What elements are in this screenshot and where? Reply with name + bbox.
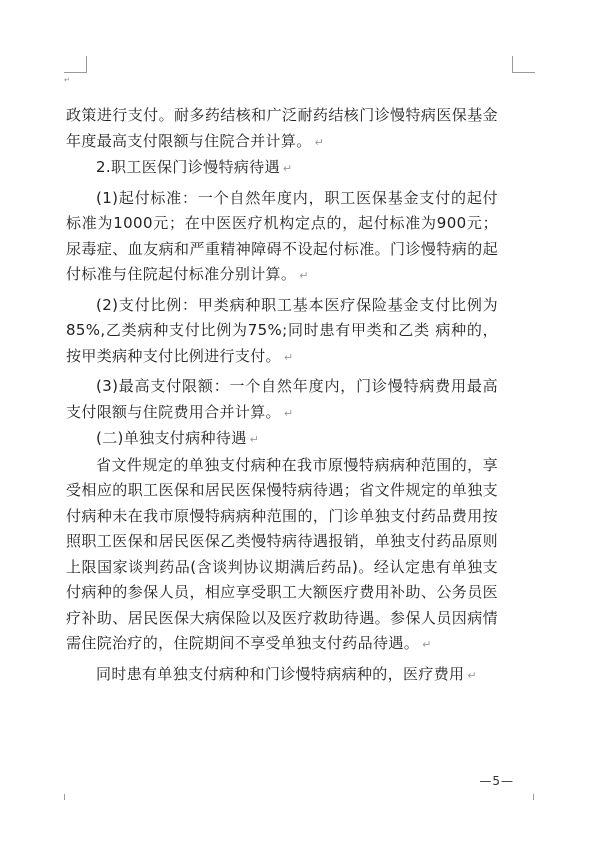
crop-mark-top-left xyxy=(64,56,87,73)
page-number: —5— xyxy=(479,774,514,788)
paragraph-mark: ↵ xyxy=(282,162,293,175)
paragraph-5: (3)最高支付限额：一个自然年度内，门诊慢特病费用最高支付限额与住院费用合并计算。 ↵ xyxy=(66,377,498,421)
paragraph-mark: ↵ xyxy=(422,638,432,651)
paragraph-mark: ↵ xyxy=(467,668,477,682)
paragraph-mark: ↵ xyxy=(249,433,260,446)
paragraph-1: 政策进行支付。耐多药结核和广泛耐药结核门诊慢特病医保基金年度最高支付限额与住院合并计算。 ↵ xyxy=(66,106,498,150)
paragraph-mark: ↵ xyxy=(283,406,294,420)
paragraph-3: (1)起付标准：一个自然年度内，职工医保基金支付的起付标准为1000元；在中医医疗机构定点的，起付标准为900元；尿毒症、血友病和严重精神障碍不设起付标准。门诊慢特病的起付标准与住院起付标准分别计算。 ↵ xyxy=(66,188,498,283)
paragraph-mark: ↵ xyxy=(299,269,309,282)
paragraph-2: 2.职工医保门诊慢特病待遇 ↵ xyxy=(96,158,293,176)
paragraph-4: (2)支付比例：甲类病种职工基本医疗保险基金支付比例为85%,乙类病种支付比例为75%;同时患有甲类和乙类 病种的，按甲类病种支付比例进行支付。 ↵ xyxy=(66,295,498,365)
crop-mark-bottom-left xyxy=(64,794,65,800)
paragraph-6: (二)单独支付病种待遇 ↵ xyxy=(96,429,260,447)
paragraph-8: 同时患有单独支付病种和门诊慢特病病种的，医疗费用 ↵ xyxy=(96,664,477,683)
top-paragraph-mark: ↵ xyxy=(64,76,70,84)
crop-mark-bottom-right xyxy=(533,794,534,800)
crop-mark-top-right xyxy=(512,56,535,73)
document-body xyxy=(66,103,498,688)
paragraph-7: 省文件规定的单独支付病种在我市原慢特病病种范围的，享受相应的职工医保和居民医保慢特病待遇；省文件规定的单独支付病种未在我市原慢特病病种范围的，门诊单独支付药品费用按照职工医保和居民医保乙类慢特病待遇报销，单独支付药品原则上限国家谈判药品(含谈判协议期满后药品)。经认定患有单独支付病种的参保人员，相应享受职工大额医疗费用补助、公务员医疗补助、居民医保大病保险以及医疗救助待遇。参保人员因病情需住院治疗的，住院期间不享受单独支付药品待遇。 ↵ xyxy=(66,455,498,652)
paragraph-mark: ↵ xyxy=(283,350,294,364)
paragraph-mark: ↵ xyxy=(314,135,325,149)
